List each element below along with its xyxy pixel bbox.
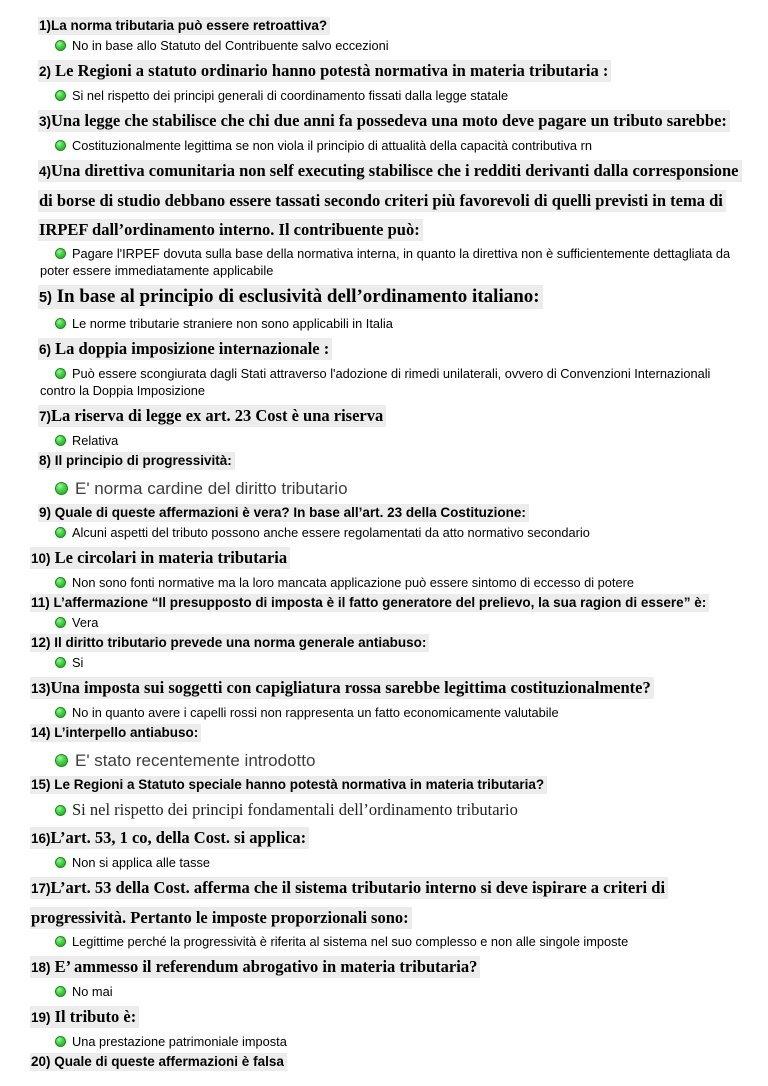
answer-line	[40, 574, 740, 591]
question-number: 15)	[31, 777, 51, 792]
question-number: 2)	[39, 64, 52, 79]
correct-answer-bullet-icon	[55, 482, 68, 495]
answer-line	[40, 37, 740, 54]
question-answer-block	[30, 723, 740, 772]
answer-line	[40, 704, 740, 721]
answer-text: Legittime perché la progressività è riferita al sistema nel suo complesso e non alle singole imposte	[72, 934, 629, 949]
question-number: 4)	[39, 164, 52, 179]
question-text: La doppia imposizione internazionale :	[51, 339, 330, 358]
question-text: Le Regioni a Statuto speciale hanno potestà normativa in materia tributaria?	[50, 777, 545, 792]
question-answer-block	[30, 673, 740, 721]
correct-answer-bullet-icon	[55, 986, 66, 997]
correct-answer-bullet-icon	[55, 857, 66, 868]
question-highlight	[38, 110, 730, 132]
question-answer-block	[30, 334, 740, 399]
answer-text: No in base allo Statuto del Contribuente salvo eccezioni	[72, 38, 389, 53]
question-highlight	[30, 634, 429, 652]
quiz-list	[30, 16, 740, 1072]
question-highlight	[30, 776, 547, 794]
answer-line	[40, 854, 740, 871]
correct-answer-bullet-icon	[55, 90, 66, 101]
question-highlight	[38, 17, 330, 35]
question-line	[38, 56, 740, 86]
question-line	[38, 401, 740, 431]
question-number: 14)	[31, 725, 51, 740]
answer-text: Non si applica alle tasse	[72, 855, 210, 870]
question-number: 3)	[39, 114, 52, 129]
correct-answer-bullet-icon	[55, 368, 66, 379]
answer-text: E' norma cardine del diritto tributario	[75, 479, 348, 498]
question-answer-block	[30, 1002, 740, 1050]
question-line	[38, 156, 740, 244]
question-answer-block	[30, 1052, 740, 1072]
question-answer-block	[30, 56, 740, 104]
question-number: 1)	[39, 18, 52, 33]
answer-line	[40, 524, 740, 541]
question-line	[30, 873, 740, 932]
question-highlight	[38, 405, 386, 427]
answer-line	[40, 654, 740, 671]
question-line	[38, 106, 740, 136]
correct-answer-bullet-icon	[55, 936, 66, 947]
question-text: Una direttiva comunitaria non self executing stabilisce che i redditi derivanti dalla corresponsione di borse di studio debbano essere tassati secondo criteri più favorevoli di quelli previsti in tema di IRPEF dall’ordinamento interno. Il contribuente può:	[39, 161, 739, 239]
question-answer-block	[30, 281, 740, 332]
question-answer-block	[30, 156, 740, 279]
answer-text: Una prestazione patrimoniale imposta	[72, 1034, 287, 1049]
question-answer-block	[30, 823, 740, 871]
question-number: 6)	[39, 342, 52, 357]
question-text: Quale di queste affermazioni è falsa	[50, 1054, 284, 1069]
answer-text: Relativa	[72, 433, 119, 448]
question-number: 19)	[31, 1010, 51, 1025]
question-number: 7)	[39, 409, 52, 424]
question-highlight	[30, 877, 668, 929]
correct-answer-bullet-icon	[55, 707, 66, 718]
question-text: Una imposta sui soggetti con capigliatura rossa sarebbe legittima costituzionalmente?	[50, 678, 651, 697]
question-highlight	[30, 677, 654, 699]
question-number: 12)	[31, 635, 51, 650]
correct-answer-bullet-icon	[55, 140, 66, 151]
answer-line	[40, 315, 740, 332]
question-number: 5)	[39, 290, 52, 306]
question-line	[30, 823, 740, 853]
answer-line	[40, 87, 740, 104]
question-highlight	[30, 594, 709, 612]
question-answer-block	[30, 543, 740, 591]
answer-text: Si nel rispetto dei principi generali di coordinamento fissati dalla legge statale	[72, 88, 509, 103]
answer-line	[40, 614, 740, 631]
question-line	[30, 775, 740, 795]
question-line	[38, 334, 740, 364]
answer-line	[40, 749, 740, 772]
question-text: Il principio di progressività:	[51, 453, 232, 468]
question-line	[30, 673, 740, 703]
question-highlight	[30, 1006, 139, 1028]
question-text: In base al principio di esclusività dell’ordinamento italiano:	[51, 286, 540, 307]
correct-answer-bullet-icon	[55, 40, 66, 51]
question-text: Le Regioni a statuto ordinario hanno potestà normativa in materia tributaria :	[51, 61, 609, 80]
question-text: Il diritto tributario prevede una norma generale antiabuso:	[50, 635, 427, 650]
answer-text: Pagare l'IRPEF dovuta sulla base della normativa interna, in quanto la direttiva non è sufficientemente dettagliata da poter essere immediatamente applicabile	[40, 246, 731, 278]
question-highlight	[30, 547, 290, 569]
correct-answer-bullet-icon	[55, 248, 66, 259]
question-text: L’art. 53 della Cost. afferma che il sistema tributario interno si deve ispirare a criteri di progressività. Pertanto le imposte proporzionali sono:	[31, 878, 666, 927]
question-highlight	[30, 724, 201, 742]
question-number: 18)	[31, 960, 51, 975]
correct-answer-bullet-icon	[55, 1036, 66, 1047]
question-number: 9)	[39, 505, 52, 520]
question-line	[38, 451, 740, 471]
correct-answer-bullet-icon	[55, 577, 66, 588]
answer-line	[40, 799, 740, 821]
correct-answer-bullet-icon	[55, 657, 66, 668]
question-text: Il tributo è:	[50, 1007, 137, 1026]
question-text: Una legge che stabilisce che chi due anni fa possedeva una moto deve pagare un tributo sarebbe:	[51, 111, 727, 130]
question-text: L’interpello antiabuso:	[50, 725, 199, 740]
question-answer-block	[30, 775, 740, 821]
question-text: La norma tributaria può essere retroattiva?	[51, 18, 328, 33]
question-text: L’affermazione “Il presupposto di imposta è il fatto generatore del prelievo, la sua ragion di essere” è:	[49, 595, 707, 610]
question-highlight	[38, 60, 611, 82]
answer-text: Alcuni aspetti del tributo possono anche essere regolamentati da atto normativo secondario	[72, 525, 590, 540]
correct-answer-bullet-icon	[55, 805, 66, 816]
answer-text: Può essere scongiurata dagli Stati attraverso l'adozione di rimedi unilaterali, ovvero di Convenzioni Internazionali contro la Doppia Imposizione	[40, 366, 711, 398]
question-highlight	[38, 452, 235, 470]
question-highlight	[38, 504, 529, 522]
question-line	[30, 593, 740, 613]
question-answer-block	[30, 451, 740, 500]
answer-text: Si	[72, 655, 84, 670]
question-line	[38, 503, 740, 523]
answer-line	[40, 1033, 740, 1050]
answer-line	[40, 365, 740, 399]
question-number: 20)	[31, 1054, 51, 1069]
correct-answer-bullet-icon	[55, 754, 68, 767]
answer-line	[40, 933, 740, 950]
question-highlight	[30, 956, 480, 978]
question-highlight	[38, 338, 332, 360]
correct-answer-bullet-icon	[55, 527, 66, 538]
question-line	[30, 1052, 740, 1072]
question-highlight	[30, 827, 309, 849]
question-line	[30, 723, 740, 743]
question-answer-block	[30, 952, 740, 1000]
answer-text: No in quanto avere i capelli rossi non rappresenta un fatto economicamente valutabile	[72, 705, 559, 720]
question-answer-block	[30, 16, 740, 54]
question-line	[30, 1002, 740, 1032]
question-text: La riserva di legge ex art. 23 Cost è una riserva	[51, 406, 384, 425]
answer-text: No mai	[72, 984, 113, 999]
answer-line	[40, 137, 740, 154]
question-answer-block	[30, 873, 740, 950]
question-text: Le circolari in materia tributaria	[50, 548, 288, 567]
answer-text: Costituzionalmente legittima se non viola il principio di attualità della capacità contributiva rn	[72, 138, 592, 153]
question-answer-block	[30, 401, 740, 449]
question-answer-block	[30, 593, 740, 631]
question-number: 13)	[31, 681, 51, 696]
question-text: L’art. 53, 1 co, della Cost. si applica:	[50, 828, 307, 847]
answer-line	[40, 432, 740, 449]
question-answer-block	[30, 503, 740, 541]
answer-text: E' stato recentemente introdotto	[75, 751, 316, 770]
question-number: 11)	[31, 595, 50, 610]
answer-line	[40, 245, 740, 279]
question-number: 8)	[39, 453, 52, 468]
question-highlight	[38, 285, 543, 309]
question-number: 10)	[31, 551, 51, 566]
question-text: Quale di queste affermazioni è vera? In base all’art. 23 della Costituzione:	[51, 505, 526, 520]
correct-answer-bullet-icon	[55, 617, 66, 628]
answer-text: Si nel rispetto dei principi fondamentali dell’ordinamento tributario	[72, 800, 518, 819]
question-number: 16)	[31, 831, 51, 846]
question-line	[30, 952, 740, 982]
question-line	[38, 281, 740, 314]
correct-answer-bullet-icon	[55, 435, 66, 446]
question-highlight	[38, 160, 742, 241]
answer-text: Non sono fonti normative ma la loro mancata applicazione può essere sintomo di eccesso di potere	[72, 575, 634, 590]
question-answer-block	[30, 106, 740, 154]
question-line	[30, 543, 740, 573]
question-text: E’ ammesso il referendum abrogativo in materia tributaria?	[50, 957, 478, 976]
answer-line	[40, 477, 740, 500]
question-line	[30, 633, 740, 653]
answer-line	[40, 983, 740, 1000]
question-answer-block	[30, 633, 740, 671]
question-highlight	[30, 1053, 287, 1071]
correct-answer-bullet-icon	[55, 318, 66, 329]
question-number: 17)	[31, 881, 51, 896]
answer-text: Vera	[72, 615, 99, 630]
answer-text: Le norme tributarie straniere non sono applicabili in Italia	[72, 316, 393, 331]
question-line	[38, 16, 740, 36]
